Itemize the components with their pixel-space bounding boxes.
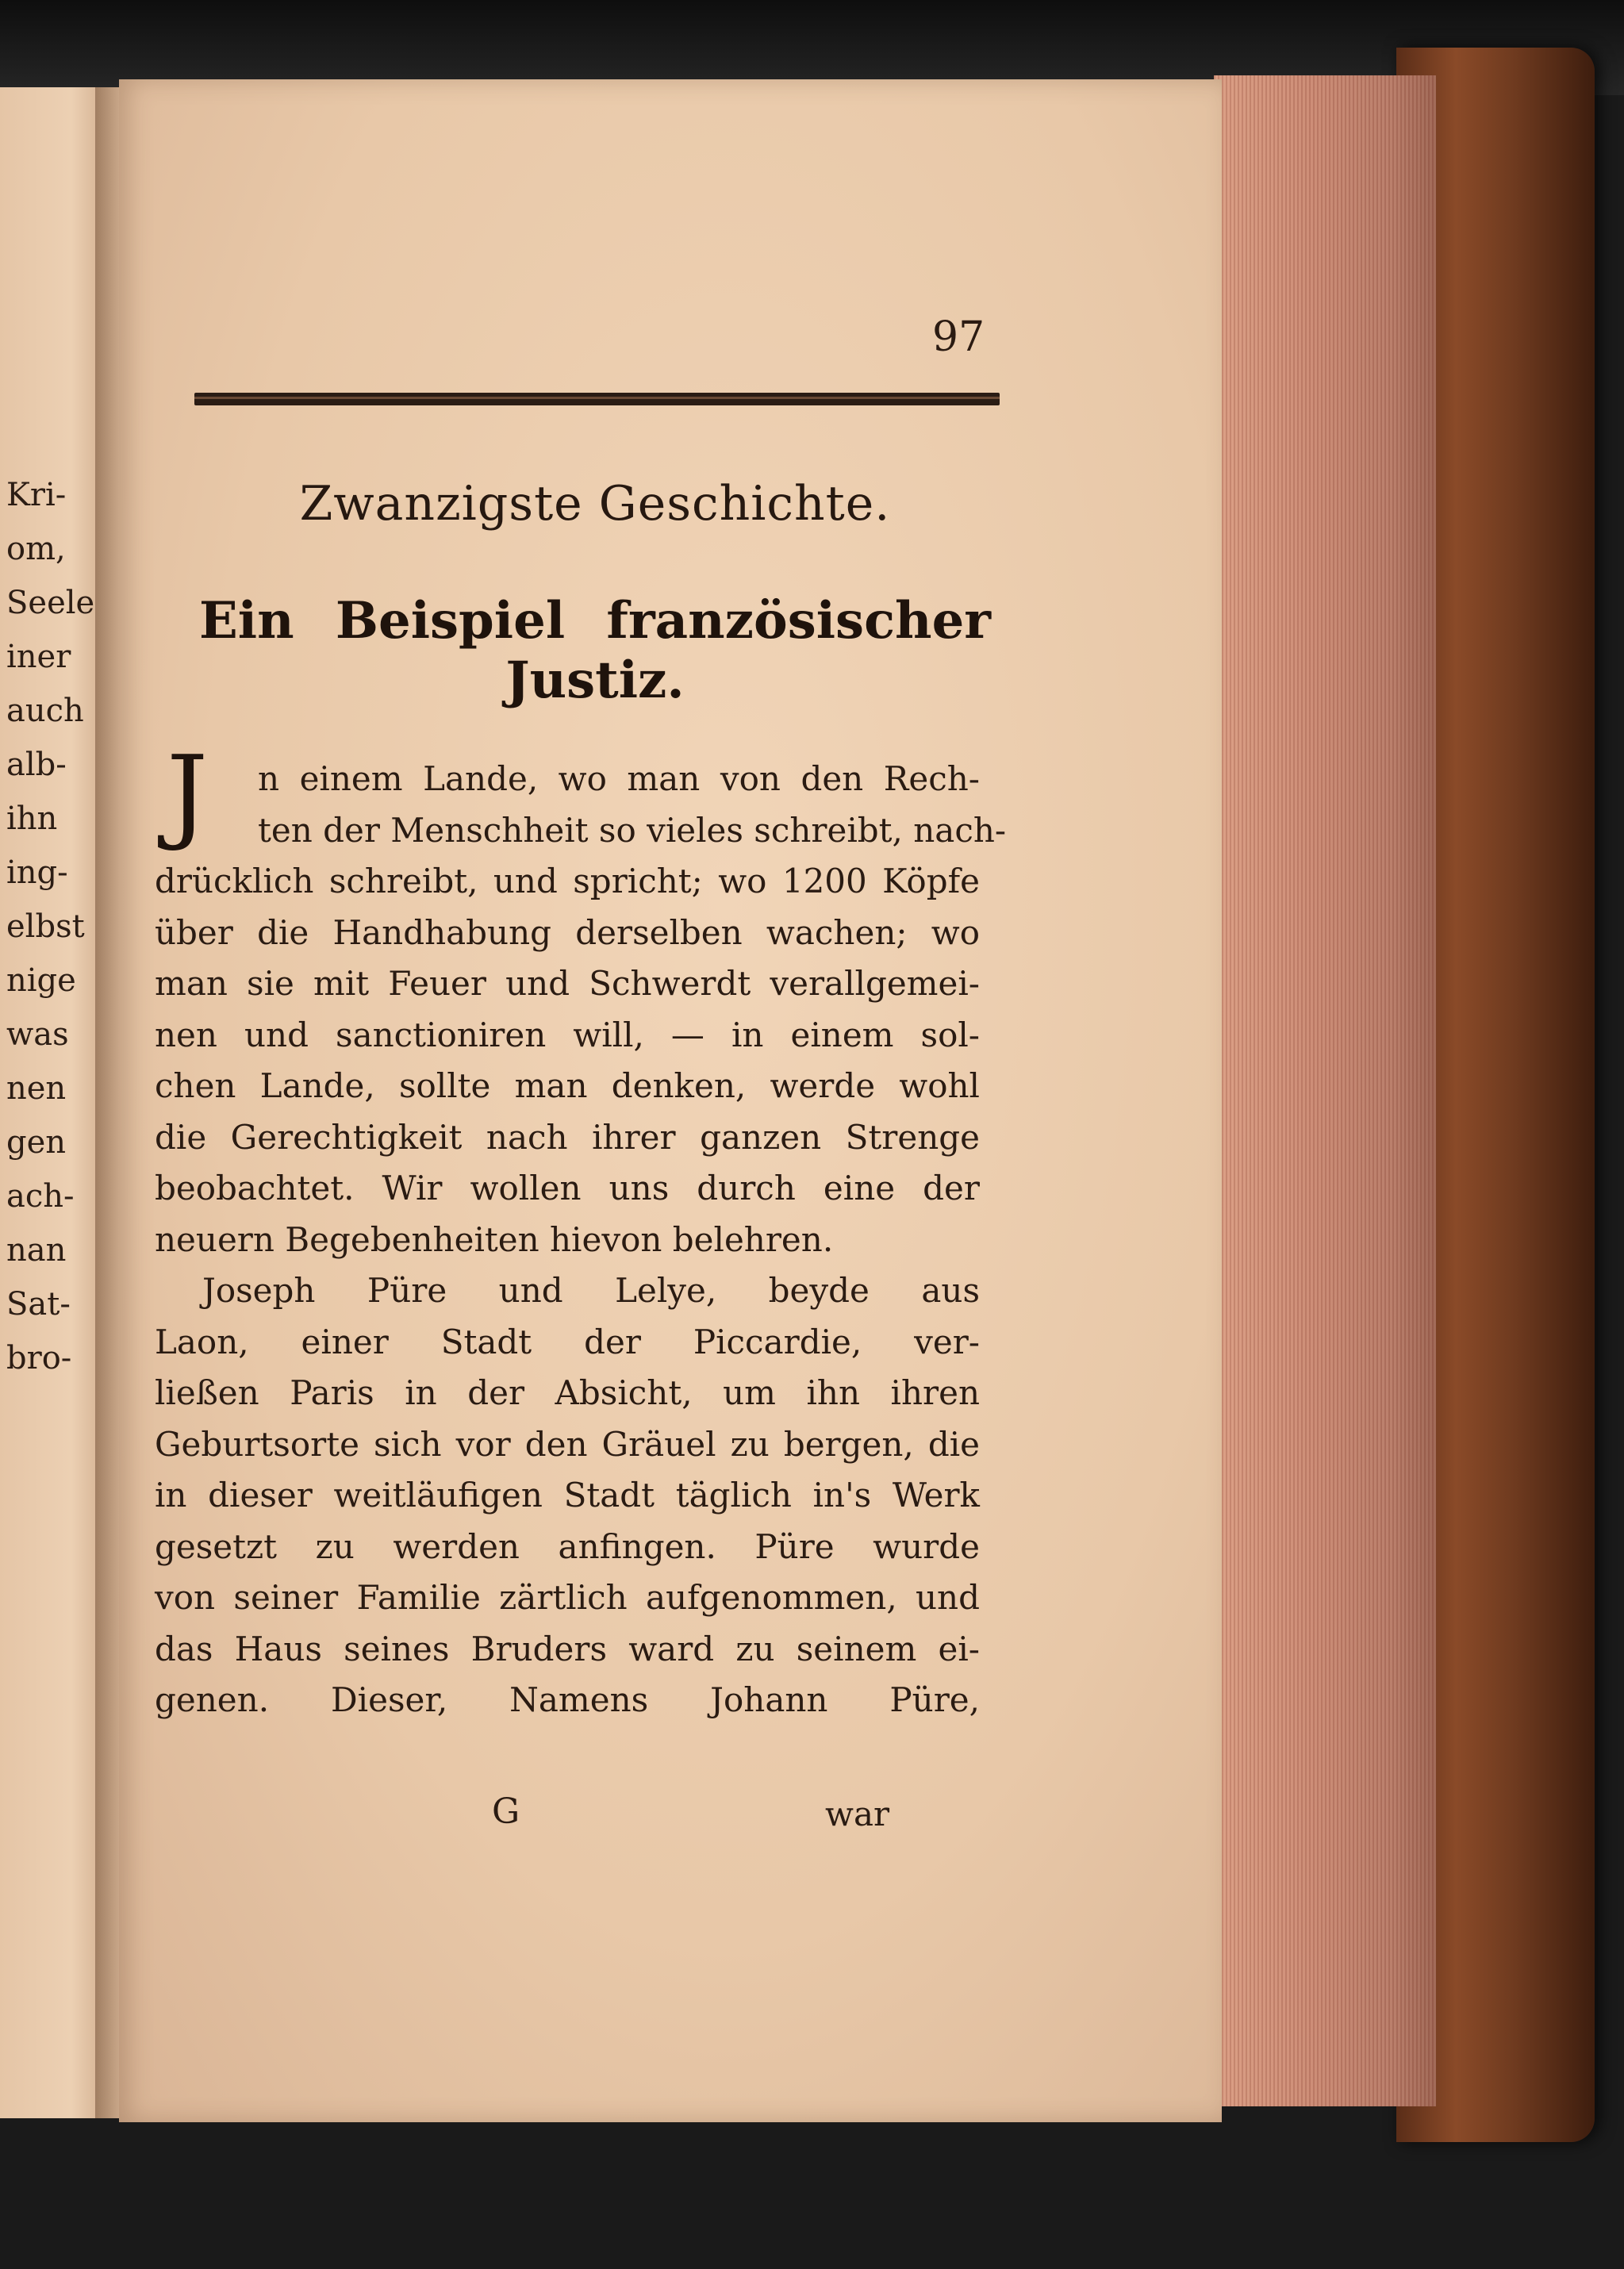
text-line: genen. Dieser, Namens Johann Püre,: [155, 1680, 980, 1719]
left-line: Sat-: [6, 1286, 71, 1323]
printer-signature-mark: G: [492, 1791, 520, 1832]
text-line: das Haus seines Bruders ward zu seinem ei-: [155, 1629, 980, 1668]
left-line: nige: [6, 962, 76, 999]
left-line: ing-: [6, 854, 68, 891]
text-line: nen und sanctioniren will, — in einem sol-: [155, 1015, 980, 1054]
body-text: [155, 754, 1007, 1726]
left-line: bro-: [6, 1340, 72, 1376]
left-line: ach-: [6, 1178, 75, 1215]
chapter-title: Zwanzigste Geschichte.: [299, 476, 891, 532]
text-line: beobachtet. Wir wollen uns durch eine der: [155, 1169, 980, 1207]
page-number: 97: [932, 313, 985, 361]
left-line: om,: [6, 531, 66, 567]
left-line: Seele: [6, 585, 95, 621]
text-line: gesetzt zu werden anfingen. Püre wurde: [155, 1526, 980, 1566]
text-line: in dieser weitläufigen Stadt täglich in's Werk: [155, 1476, 980, 1515]
text-line: über die Handhabung derselben wachen; wo: [155, 912, 980, 952]
left-line: ihn: [6, 800, 58, 837]
text-line: ließen Paris in der Absicht, um ihn ihren: [155, 1373, 980, 1412]
story-title: Ein Beispiel französischer Justiz.: [198, 591, 992, 710]
drop-cap: J: [167, 733, 209, 854]
text-line: chen Lande, sollte man denken, werde wohl: [155, 1066, 980, 1105]
left-line: auch: [6, 693, 84, 729]
catchword: war: [825, 1795, 890, 1833]
header-rule: [194, 393, 1000, 405]
text-line: die Gerechtigkeit nach ihrer ganzen Strenge: [155, 1117, 980, 1157]
text-line: neuern Begebenheiten hievon belehren.: [155, 1219, 834, 1259]
text-line: Geburtsorte sich vor den Gräuel zu bergen, die: [155, 1424, 980, 1464]
left-line: nan: [6, 1232, 67, 1269]
text-line: n einem Lande, wo man von den Rech-: [258, 759, 980, 798]
text-line: von seiner Familie zärtlich aufgenommen, und: [155, 1578, 980, 1617]
left-line: elbst: [6, 908, 85, 945]
page-edges: [1214, 75, 1436, 2106]
text-line: ten der Menschheit so vieles schreibt, nach-: [258, 810, 1007, 850]
text-line: Laon, einer Stadt der Piccardie, ver-: [155, 1322, 980, 1361]
left-line: nen: [6, 1070, 67, 1107]
left-line: Kri-: [6, 477, 67, 513]
left-line: alb-: [6, 747, 67, 783]
left-line: was: [6, 1016, 69, 1053]
text-line: man sie mit Feuer und Schwerdt verallgemei-: [155, 964, 980, 1003]
left-line: iner: [6, 639, 71, 675]
text-line: drücklich schreibt, und spricht; wo 1200 Köpfe: [155, 862, 980, 900]
left-page-line-ends: [6, 468, 95, 1385]
left-line: gen: [6, 1124, 67, 1161]
text-line: Joseph Püre und Lelye, beyde aus: [202, 1271, 980, 1310]
